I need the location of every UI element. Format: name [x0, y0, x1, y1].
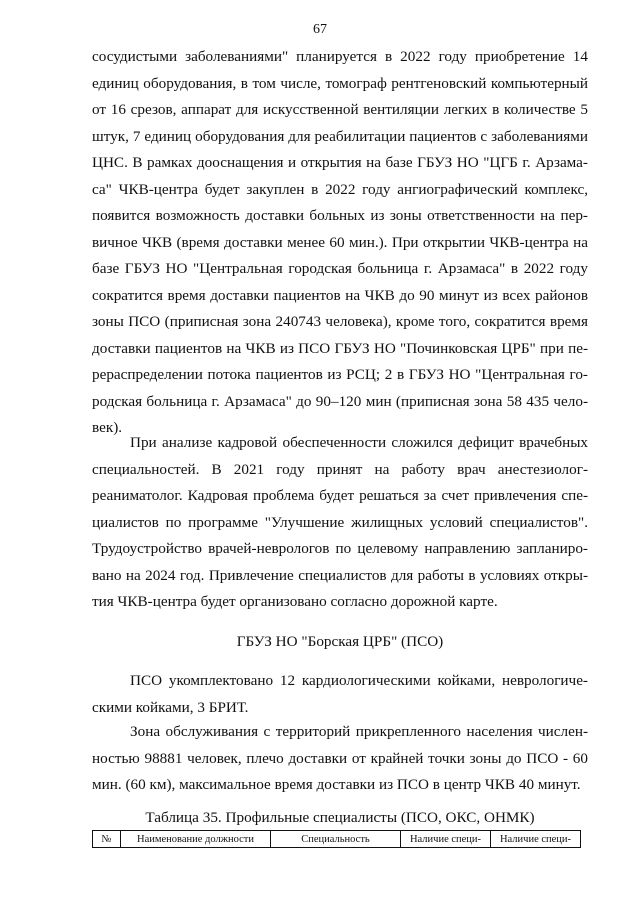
header-position: Наименование должности	[121, 831, 271, 848]
text-line: При анализе кадровой обеспеченности сложился дефицит врачебных	[130, 434, 588, 451]
text-line: базе ГБУЗ НО "Центральная городская больница г. Арзамаса" в 2022 году	[92, 260, 588, 277]
text-line: Зона обслуживания с территорий прикрепленного населения числен-	[130, 723, 588, 740]
specialists-table	[92, 830, 581, 848]
text-line: единиц оборудования, в том числе, томограф рентгеновский компьютерный	[92, 74, 588, 92]
text-line: ПСО укомплектовано 12 кардиологическими койками, неврологиче-	[130, 672, 588, 689]
text-line: от 16 срезов, аппарат для искусственной вентиляции легких в количестве 5	[92, 101, 588, 118]
text-line: век).	[92, 419, 123, 436]
text-line: штук, 7 единиц оборудования для реабилитации пациентов с заболеваниями	[92, 127, 588, 145]
text-line: вичное ЧКВ (время доставки менее 60 мин.). При открытии ЧКВ-центра на	[92, 233, 588, 251]
text-line: рераспределении потока пациентов из РСЦ; 2 в ГБУЗ НО "Центральная го-	[92, 366, 588, 383]
text-line: мин. (60 км), максимальное время доставки из ПСО в центр ЧКВ 40 минут.	[92, 776, 581, 793]
paragraph-service-zone	[92, 719, 588, 799]
section-heading: ГБУЗ НО "Борская ЦРБ" (ПСО)	[236, 633, 444, 650]
paragraph-staffing	[92, 430, 588, 616]
text-line: сосудистыми заболеваниями" планируется в 2022 году приобретение 14	[92, 48, 588, 65]
header-number: №	[93, 831, 121, 848]
header-availability-1: Наличие специ-	[401, 831, 491, 848]
paragraph-beds	[92, 668, 588, 721]
paragraph-equipment	[92, 44, 588, 442]
text-line: са" ЧКВ-центра будет закуплен в 2022 году ангиографический комплекс,	[92, 180, 588, 198]
table-caption: Таблица 35. Профильные специалисты (ПСО, ОКС, ОНМК)	[145, 809, 535, 826]
text-line: доставки пациентов на ЧКВ из ПСО ГБУЗ НО "Починковская ЦРБ" при пе-	[92, 339, 588, 357]
text-line: появится возможность доставки больных из зоны ответственности на пер-	[92, 207, 588, 224]
text-line: тия ЧКВ-центра будет организовано согласно дорожной карте.	[92, 593, 498, 610]
text-line: вано на 2024 год. Привлечение специалистов для работы в условиях откры-	[92, 566, 588, 584]
text-line: реаниматолог. Кадровая проблема будет решаться за счет привлечения спе-	[92, 487, 588, 504]
page-number: 67	[313, 22, 327, 37]
text-line: ЦНС. В рамках дооснащения и открытия на базе ГБУЗ НО "ЦГБ г. Арзама-	[92, 154, 588, 171]
text-line: Трудоустройство врачей-неврологов по целевому направлению запланиро-	[92, 540, 588, 557]
text-line: скими койками, 3 БРИТ.	[92, 698, 249, 716]
text-line: циалистов по программе "Улучшение жилищных условий специалистов".	[92, 513, 588, 531]
text-line: ностью 98881 человек, плечо доставки от крайней точки зоны до ПСО - 60	[92, 749, 588, 767]
text-line: специальностей. В 2021 году принят на работу врач анестезиолог-	[92, 460, 588, 478]
text-line: родская больница г. Арзамаса" до 90–120 мин (приписная зона 58 435 чело-	[92, 392, 588, 410]
text-line: зоны ПСО (приписная зона 240743 человека), кроме того, сократится время	[92, 313, 588, 330]
table-header-row	[93, 831, 581, 848]
header-specialty: Специальность	[271, 831, 401, 848]
header-availability-2: Наличие специ-	[491, 831, 581, 848]
text-line: сократится время доставки пациентов на ЧКВ до 90 минут из всех районов	[92, 286, 588, 304]
